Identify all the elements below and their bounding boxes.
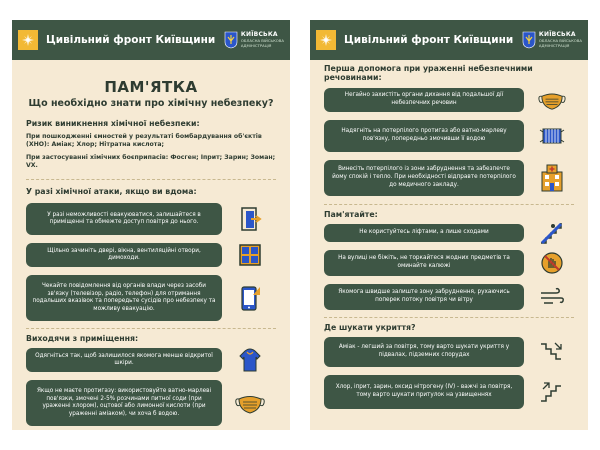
star-logo-icon (316, 30, 336, 50)
list-item (310, 120, 588, 152)
list-item (310, 337, 588, 367)
face-mask-icon (524, 88, 580, 112)
risk-paragraph-1: При пошкодженні ємностей у результаті бомбардування об'єктів (ХНО): Аміак; Хлор; Нітратна кислота; (26, 133, 262, 149)
list-item (310, 88, 588, 112)
list-item (12, 203, 290, 235)
star-logo-icon (18, 30, 38, 50)
window-icon (222, 243, 278, 267)
stairs-down-icon (524, 337, 580, 367)
attack-item-3: Чекайте повідомлення від органів влади через засоби зв'язку (телевізор, радіо, телефон) для отримання подальших вказівок та попередьте сусідів про небезпеку та можливу евакуацію. (26, 275, 222, 321)
divider (26, 328, 276, 329)
remember-item-2: На вулиці не біжіть, не торкайтеся жодних предметів та оминайте калюжі (324, 250, 524, 276)
stairs-walking-icon (524, 224, 580, 242)
crest-icon (224, 31, 238, 49)
hospital-icon (524, 160, 580, 196)
risk-heading: Ризик виникнення хімічної небезпеки: (26, 119, 200, 128)
crest-icon (522, 31, 536, 49)
face-mask-icon (222, 380, 278, 426)
page-subtitle: Що необхідно знати про хімічну небезпеку? (28, 98, 274, 109)
list-item (12, 380, 290, 426)
list-item (310, 250, 588, 276)
list-item (12, 243, 290, 267)
page-title: ПАМ'ЯТКА (104, 78, 198, 96)
shelter-item-1: Аміак - легший за повітря, тому варто шукати укриття у підвалах, підземних спорудах (324, 337, 524, 367)
list-item (310, 224, 588, 242)
logo-line3: АДМІНІСТРАЦІЯ (538, 43, 570, 48)
shelter-heading: Де шукати укриття? (324, 323, 416, 332)
divider (324, 204, 574, 205)
logo-line1: КИЇВСЬКА (240, 31, 278, 39)
list-item (310, 160, 588, 196)
stairs-up-icon (524, 375, 580, 409)
list-item (310, 284, 588, 310)
no-touch-icon (524, 250, 580, 276)
door-exit-icon (222, 203, 278, 235)
gauze-bandage-icon (524, 120, 580, 152)
left-page (12, 20, 290, 430)
right-page (310, 20, 588, 430)
list-item (12, 348, 290, 372)
list-item (310, 375, 588, 409)
right-header (310, 20, 588, 60)
list-item (12, 275, 290, 321)
wind-icon (524, 284, 580, 310)
exit-item-1: Одягніться так, щоб залишилося якомога менше відкритої шкіри. (26, 348, 222, 372)
logo-line2: ОБЛАСНА ВІЙСЬКОВА (240, 38, 284, 44)
oblast-logo (224, 31, 284, 49)
aid-heading: Перша допомога при ураженні небезпечними речовинами: (324, 64, 533, 82)
hoodie-icon (222, 348, 278, 372)
aid-item-1: Негайно захистіть органи дихання від подальшої дії небезпечних речовин (324, 88, 524, 112)
attack-heading: У разі хімічної атаки, якщо ви вдома: (26, 187, 197, 197)
header-title: Цивільний фронт Київщини (46, 34, 216, 46)
left-header (12, 20, 290, 60)
exit-heading: Виходячи з приміщення: (26, 334, 139, 344)
phone-alert-icon (222, 275, 278, 321)
aid-item-2: Надягніть на потерпілого протигаз або ватно-марлеву пов'язку, попередньо змочивши її водою (324, 120, 524, 152)
logo-line2: ОБЛАСНА ВІЙСЬКОВА (538, 38, 582, 44)
oblast-logo (522, 31, 582, 49)
remember-item-3: Якомога швидше залиште зону забруднення, рухаючись поперек потоку повітря чи вітру (324, 284, 524, 310)
aid-item-3: Винесіть потерпілого із зони забруднення та забезпечте йому спокій і тепло. При необхідності відправте потерпілого до медичного закладу. (324, 160, 524, 196)
attack-item-1: У разі неможливості евакуюватися, залишайтеся в приміщенні та обмежте доступ повітря до нього. (26, 203, 222, 235)
attack-item-2: Щільно зачиніть двері, вікна, вентиляційні отвори, димоходи. (26, 243, 222, 267)
remember-heading: Пам'ятайте: (324, 210, 378, 219)
risk-paragraph-2: При застосуванні хімічних боєприпасів: Фосген; Іприт; Зарин; Зоман; VX. (26, 153, 276, 170)
shelter-item-2: Хлор, іприт, зарин, оксид нітрогену (IV) - важчі за повітря, тому варто шукати притулок на узвищеннях (324, 375, 524, 409)
header-title: Цивільний фронт Київщини (344, 34, 514, 46)
logo-line1: КИЇВСЬКА (538, 31, 576, 39)
exit-item-2: Якщо не маєте протигазу: використовуйте ватно-марлеві пов'язки, змочені 2-5% розчинами питної соди (при ураженні хлором), оцтової або лимонної кислоти (при ураженні аміаком), чи хоча б водою. (26, 380, 222, 426)
logo-line3: АДМІНІСТРАЦІЯ (240, 43, 272, 48)
remember-item-1: Не користуйтесь ліфтами, а лише сходами (324, 224, 524, 242)
divider (324, 317, 574, 318)
divider (26, 179, 276, 180)
